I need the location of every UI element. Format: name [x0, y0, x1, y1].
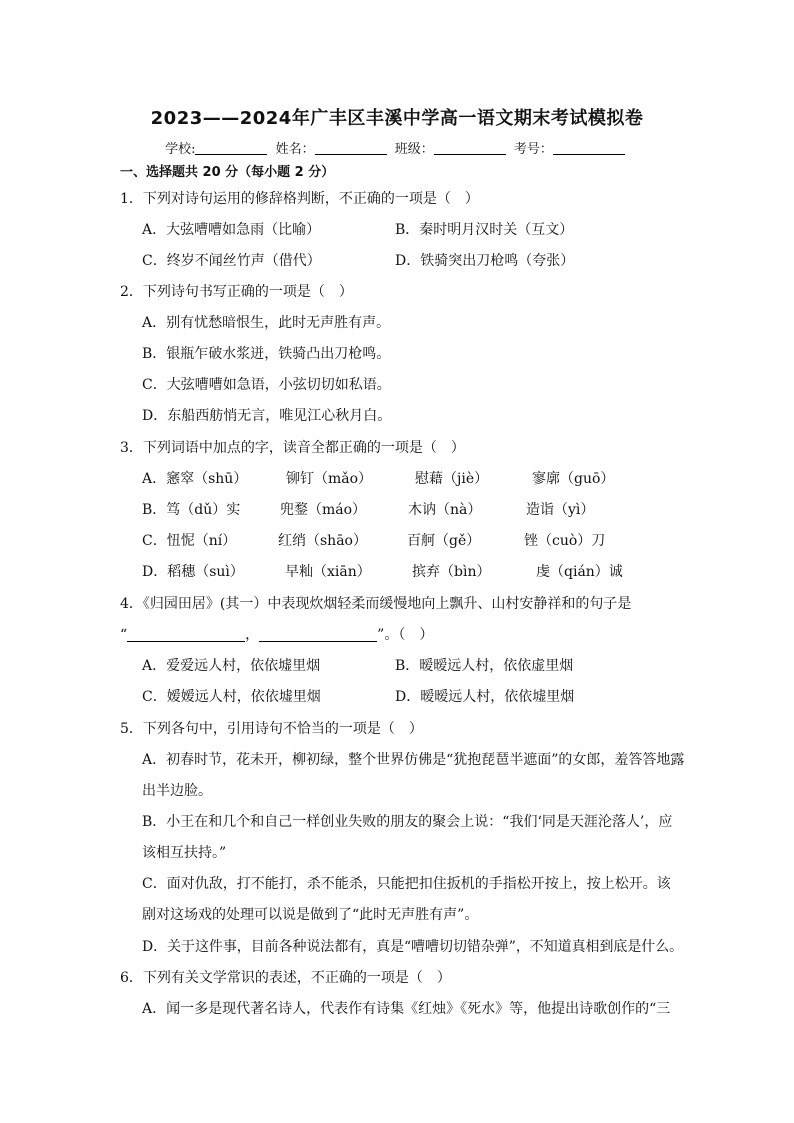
q6-option-a[interactable]: A．闻一多是现代著名诗人，代表作有诗集《红烛》《死水》等，他提出诗歌创作的“三: [142, 1001, 671, 1017]
q5-option-a-cont: 出半边脸。: [142, 783, 212, 799]
q4-stem: 4．《归园田居》(其一）中表现炊烟轻柔而缓慢地向上飘升、山村安静祥和的句子是: [120, 596, 632, 612]
q1-option-d[interactable]: D．铁骑突出刀枪鸣（夸张）: [395, 253, 575, 269]
exam-title: 2023——2024年广丰区丰溪中学高一语文期末考试模拟卷: [150, 108, 644, 129]
q3-option-d[interactable]: D．稻穗（suì）: [142, 564, 244, 580]
q3-a-word-2: 铆钉（mǎo）: [286, 471, 373, 487]
q2-option-c[interactable]: C．大弦嘈嘈如急语，小弦切切如私语。: [142, 377, 391, 393]
q4-fill-line: [120, 624, 433, 644]
q3-b-word-4: 造诣（yì）: [526, 502, 595, 518]
q1-option-b[interactable]: B．秦时明月汉时关（互文）: [395, 222, 574, 238]
exam-no-label: 考号：: [513, 142, 553, 157]
q2-stem: 2．下列诗句书写正确的一项是（ ）: [120, 284, 353, 300]
q3-a-word-3: 慰藉（jiè）: [415, 471, 489, 487]
name-label: 姓名：: [275, 142, 315, 157]
q4-option-b[interactable]: B．暧暧远人村，依依虚里烟: [395, 658, 574, 674]
q5-option-d[interactable]: D．关于这件事，目前各种说法都有，真是“嘈嘈切切错杂弹”，不知道真相到底是什么。: [142, 939, 684, 955]
q5-option-a[interactable]: A．初春时节，花未开，柳初绿，整个世界仿佛是“犹抱琵琶半遮面”的女郎，羞答答地露: [142, 752, 685, 768]
q2-option-b[interactable]: B．银瓶乍破水浆迸，铁骑凸出刀枪鸣。: [142, 346, 391, 362]
q1-option-a[interactable]: A．大弦嘈嘈如急雨（比喻）: [142, 222, 321, 238]
class-blank[interactable]: [434, 141, 506, 155]
q6-stem: 6．下列有关文学常识的表述，不正确的一项是（ ）: [120, 970, 451, 986]
q3-d-word-3: 摈弃（bìn）: [412, 564, 491, 580]
q3-c-word-4: 锉（cuò）刀: [524, 533, 606, 549]
q4-comma: ，: [245, 627, 260, 643]
q3-option-a[interactable]: A．窸窣（shū）: [142, 471, 248, 487]
class-label: 班级：: [394, 142, 434, 157]
school-blank[interactable]: [195, 141, 267, 155]
q4-blank-1[interactable]: [127, 627, 245, 642]
name-blank[interactable]: [315, 141, 387, 155]
q5-option-b-cont: 该相互扶持。”: [142, 845, 227, 861]
q2-option-d[interactable]: D．东船西舫悄无言，唯见江心秋月白。: [142, 408, 392, 424]
q1-option-c[interactable]: C．终岁不闻丝竹声（借代）: [142, 253, 321, 269]
q5-stem: 5．下列各句中，引用诗句不恰当的一项是（ ）: [120, 721, 423, 737]
q3-stem: 3．下列词语中加点的字，读音全都正确的一项是（ ）: [120, 440, 465, 456]
q3-a-word-4: 寥廓（guō）: [532, 471, 615, 487]
student-info-line: [0, 138, 794, 157]
q4-blank-2[interactable]: [259, 627, 377, 642]
q3-b-word-3: 木讷（nà）: [408, 502, 482, 518]
q3-d-word-4: 虔（qián）诚: [536, 564, 623, 580]
q3-option-c[interactable]: C．忸怩（ní）: [142, 533, 237, 549]
q2-option-a[interactable]: A．别有忧愁暗恨生，此时无声胜有声。: [142, 315, 391, 331]
section-heading: 一、选择题共 20 分（每小题 2 分）: [120, 165, 335, 180]
q3-c-word-2: 红绡（shāo）: [278, 533, 367, 549]
q3-option-b[interactable]: B．笃（dǔ）实: [142, 502, 241, 518]
school-label: 学校:: [165, 142, 196, 157]
q4-option-d[interactable]: D．暧暧远人村，依依墟里烟: [395, 689, 575, 705]
q5-option-b[interactable]: B．小王在和几个和自己一样创业失败的朋友的聚会上说：“我们‘同是天涯沦落人’，应: [142, 814, 673, 830]
q4-option-a[interactable]: A．爱爱远人村，依依墟里烟: [142, 658, 321, 674]
q4-option-c[interactable]: C．嫒嫒远人村，依依墟里烟: [142, 689, 321, 705]
q1-stem: 1．下列对诗句运用的修辞格判断，不正确的一项是（ ）: [120, 191, 479, 207]
exam-no-blank[interactable]: [553, 141, 625, 155]
q3-b-word-2: 兜鍪（máo）: [280, 502, 367, 518]
q3-c-word-3: 百舸（gě）: [407, 533, 481, 549]
q5-option-c[interactable]: C．面对仇敌，打不能打，杀不能杀，只能把扣住扳机的手指松开按上，按上松开。该: [142, 876, 671, 892]
q3-d-word-2: 早籼（xiān）: [285, 564, 371, 580]
q5-option-c-cont: 剧对这场戏的处理可以说是做到了“此时无声胜有声”。: [142, 907, 479, 923]
q4-open-quote: “: [120, 627, 128, 643]
q4-close: ”。（ ）: [377, 627, 434, 643]
